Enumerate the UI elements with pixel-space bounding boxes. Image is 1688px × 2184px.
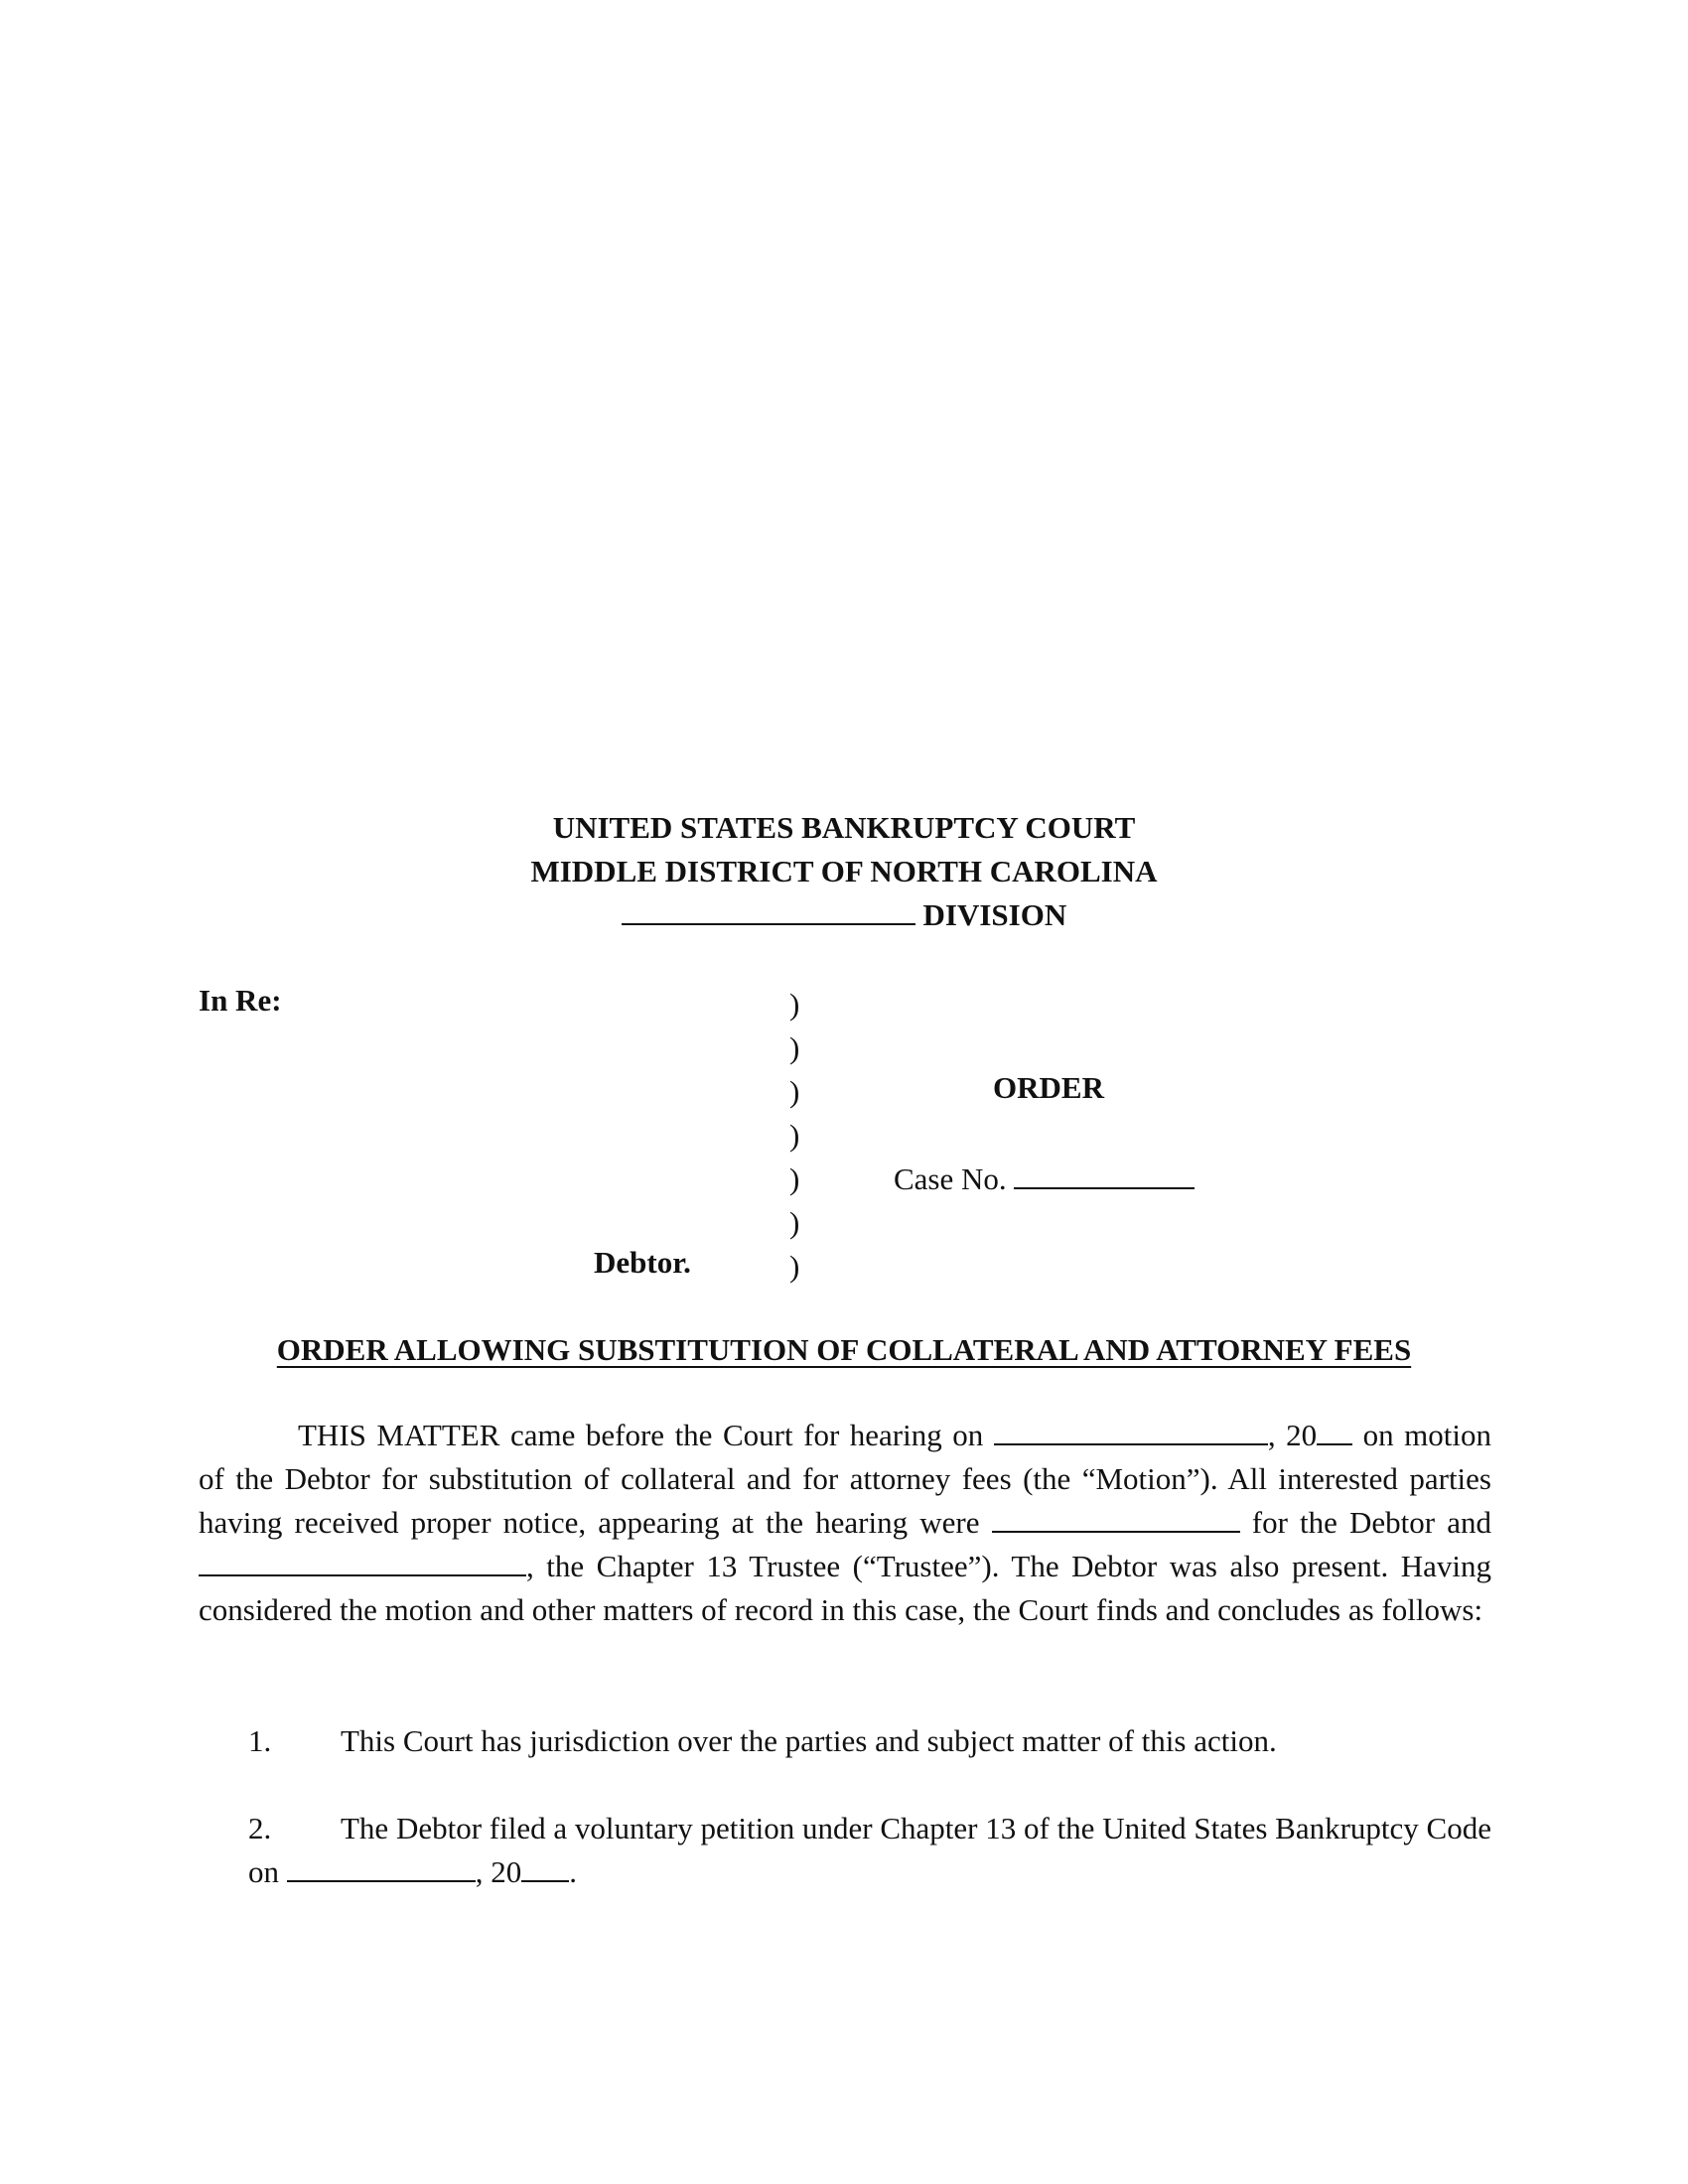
trustee-blank: [199, 1545, 526, 1576]
p1-part-e: , the Chapter 13 Trustee (“Trustee”). The Debtor was also present. Having considered the motion and other matters of record in this case, the Court finds and concludes as follows:: [199, 1549, 1491, 1627]
order-label: ORDER: [993, 1070, 1104, 1105]
caption-paren: ): [789, 1161, 800, 1196]
case-no-blank: [1014, 1158, 1195, 1189]
hearing-date-blank: [994, 1414, 1268, 1445]
court-district: MIDDLE DISTRICT OF NORTH CAROLINA: [530, 854, 1158, 888]
p1-part-a: THIS MATTER came before the Court for hearing on: [298, 1418, 984, 1452]
finding-item: [248, 1807, 1491, 1894]
caption-paren: ): [789, 1118, 800, 1153]
division-label: DIVISION: [922, 897, 1067, 932]
body-paragraph: [199, 1414, 1491, 1632]
finding-text-end: .: [569, 1854, 577, 1889]
petition-date-blank: [287, 1850, 476, 1882]
p1-part-c: on motion of the Debtor for substitution of collateral and for attorney fees (the “Motion”). All interested parties having received proper notice, appearing at the hearing were: [199, 1418, 1491, 1540]
order-title: [0, 1332, 1688, 1368]
court-division: [0, 893, 1688, 937]
finding-number: 2.: [248, 1811, 272, 1845]
division-blank: [622, 893, 915, 925]
petition-year-blank: [521, 1850, 569, 1882]
finding-item: [248, 1719, 1491, 1763]
hearing-year-blank: [1317, 1414, 1352, 1445]
court-name: UNITED STATES BANKRUPTCY COURT: [552, 810, 1136, 845]
finding-text: This Court has jurisdiction over the parties and subject matter of this action.: [341, 1723, 1277, 1758]
debtor-label: Debtor.: [594, 1245, 691, 1280]
finding-text: The Debtor filed a voluntary petition under Chapter 13 of the United States Bankruptcy Code on: [248, 1811, 1491, 1889]
case-number: [894, 1158, 1195, 1197]
caption-paren: ): [789, 987, 800, 1022]
caption-paren: ): [789, 1074, 800, 1109]
in-re-label: In Re:: [199, 983, 282, 1018]
debtor-attorney-blank: [992, 1501, 1240, 1533]
case-no-label: Case No.: [894, 1161, 1007, 1196]
finding-number: 1.: [248, 1723, 272, 1758]
order-title-text: ORDER ALLOWING SUBSTITUTION OF COLLATERAL AND ATTORNEY FEES: [276, 1332, 1412, 1367]
finding-text-year: , 20: [475, 1854, 522, 1889]
p1-part-d: for the Debtor and: [1251, 1505, 1492, 1540]
caption-paren: ): [789, 1205, 800, 1240]
p1-part-b: , 20: [1267, 1418, 1318, 1452]
caption-paren: ): [789, 1249, 800, 1284]
caption-paren: ): [789, 1030, 800, 1065]
